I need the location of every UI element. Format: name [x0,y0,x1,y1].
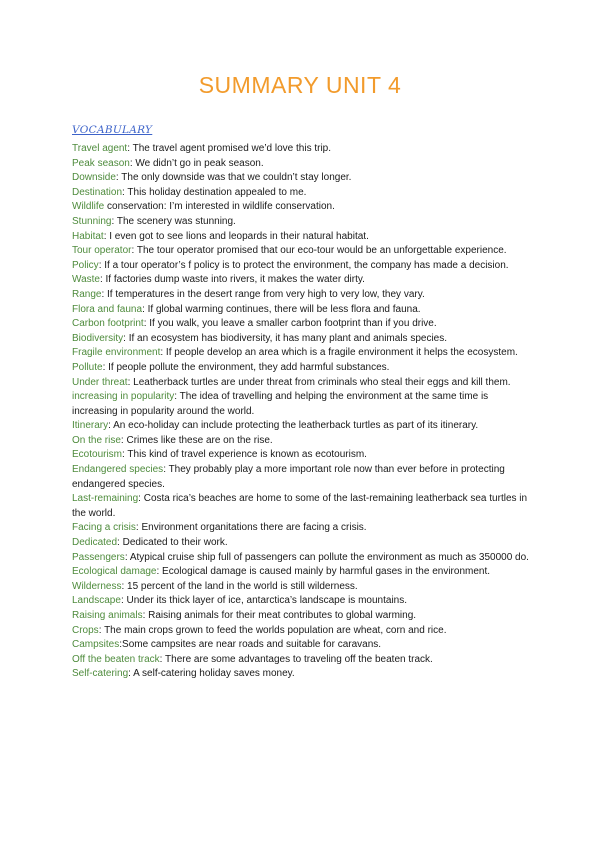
vocabulary-list [72,142,530,682]
term-separator: : [124,551,128,563]
vocabulary-entry [72,667,530,682]
vocabulary-entry [72,551,530,566]
vocabulary-example: If people pollute the environment, they add harmful substances. [105,361,390,373]
vocabulary-term: Ecotourism [72,449,123,461]
vocabulary-entry [72,653,530,668]
term-separator: : [108,420,111,432]
vocabulary-term: Carbon footprint [72,318,144,330]
vocabulary-entry [72,303,530,318]
vocabulary-term: On the rise [72,434,121,446]
term-separator: : [98,259,102,271]
term-separator: : [98,624,102,636]
vocabulary-entry [72,580,530,595]
vocabulary-entry [72,434,530,449]
term-separator: : [119,639,123,651]
term-separator: : [102,361,106,373]
vocabulary-term: increasing in popularity [72,391,175,403]
vocabulary-term: Habitat [72,230,104,242]
vocabulary-example: Atypical cruise ship full of passengers can pollute the environment as much as 350000 do. [127,551,529,563]
vocabulary-entry [72,492,530,521]
vocabulary-example: The idea of travelling and helping the environment at the same time is increasing in popularity around the world. [72,391,489,417]
vocabulary-term: Travel agent [72,143,128,154]
term-separator: : [131,245,135,257]
vocabulary-example: 15 percent of the land in the world is still wilderness. [124,580,358,592]
vocabulary-entry [72,259,530,274]
term-separator: : [129,157,133,169]
term-separator: : [117,537,120,549]
term-separator: : [123,332,126,344]
vocabulary-term: Biodiversity [72,332,124,344]
vocabulary-entry [72,390,530,419]
vocabulary-term: Itinerary [72,420,109,432]
vocabulary-example: If a tour operator’s f policy is to protect the environment, the company has made a decision. [101,259,509,271]
vocabulary-example: Under its thick layer of ice, antarctica’s landscape is mountains. [123,595,407,607]
vocabulary-entry [72,288,530,303]
term-separator: : [120,595,124,607]
vocabulary-term: Endangered species [72,464,164,476]
vocabulary-entry [72,594,530,609]
vocabulary-term: Wildlife [72,201,105,213]
vocabulary-term: Self-catering [72,668,129,680]
vocabulary-example: The tour operator promised that our eco-tour would be an unforgettable experience. [134,245,507,257]
vocabulary-example: The scenery was stunning. [114,215,236,227]
vocabulary-term: Off the beaten track [72,653,160,665]
vocabulary-example: If an ecosystem has biodiversity, it has many plant and animals species. [125,332,448,344]
vocabulary-entry [72,142,530,157]
vocabulary-example: Ecological damage is caused mainly by harmful gases in the environment. [159,566,491,578]
term-separator: : [127,143,130,154]
vocabulary-entry [72,230,530,245]
vocabulary-example: The main crops grown to feed the worlds population are wheat, corn and rice. [101,624,447,636]
vocabulary-entry [72,273,530,288]
term-separator: : [121,580,125,592]
vocabulary-example: Crimes like these are on the rise. [123,434,273,446]
vocabulary-entry [72,186,530,201]
vocabulary-term: Crops [72,624,99,636]
vocabulary-term: Destination [72,186,123,198]
vocabulary-entry [72,361,530,376]
vocabulary-term: Fragile environment [72,347,161,359]
vocabulary-entry [72,157,530,172]
term-separator: : [101,288,105,300]
vocabulary-example: If global warming continues, there will be less flora and fauna. [144,303,421,315]
term-separator: : [115,172,119,184]
term-separator: : [143,318,147,330]
vocabulary-term: Dedicated [72,537,118,549]
vocabulary-example: An eco-holiday can include protecting the leatherback turtles as part of its itinerary. [110,420,479,432]
vocabulary-example: The travel agent promised we’d love this trip. [130,143,332,154]
vocabulary-example: We didn’t go in peak season. [132,157,264,169]
vocabulary-example: A self-catering holiday saves money. [130,668,295,680]
term-separator: : [128,668,131,680]
vocabulary-term: Range [72,288,102,300]
vocabulary-entry [72,332,530,347]
vocabulary-entry [72,215,530,230]
vocabulary-example: Some campsites are near roads and suitable for caravans. [122,639,382,651]
term-separator: : [163,464,166,476]
vocabulary-entry [72,448,530,463]
vocabulary-term: Passengers [72,551,125,563]
vocabulary-term: Tour operator [72,245,132,257]
vocabulary-example: Dedicated to their work. [119,537,228,549]
vocabulary-example: Environment organitations there are facing a crisis. [138,522,367,534]
vocabulary-example: Costa rica’s beaches are home to some of the last-remaining leatherback sea turtles in the world. [72,493,528,519]
vocabulary-entry [72,419,530,434]
term-separator: : [135,522,139,534]
page-title: SUMMARY UNIT 4 [198,72,402,98]
term-separator: : [127,376,131,388]
term-separator: : [142,610,146,621]
vocabulary-example: I even got to see lions and leopards in their natural habitat. [106,230,369,242]
vocabulary-example: This holiday destination appealed to me. [124,186,307,198]
vocabulary-example: The only downside was that we couldn’t stay longer. [118,172,352,184]
vocabulary-entry [72,463,530,492]
vocabulary-term: Campsites [72,639,120,651]
vocabulary-entry [72,317,530,332]
vocabulary-term: Flora and fauna [72,303,143,315]
vocabulary-entry [72,521,530,536]
vocabulary-entry [72,624,530,639]
term-separator: : [160,347,164,359]
vocabulary-example: conservation: I’m interested in wildlife conservation. [104,201,335,213]
vocabulary-term: Peak season [72,157,130,169]
term-separator: : [159,653,163,665]
vocabulary-entry [72,638,530,653]
vocabulary-entry [72,565,530,580]
term-separator: : [122,449,125,461]
vocabulary-term: Raising animals [72,610,143,621]
vocabulary-term: Ecological damage [72,566,157,578]
vocabulary-term: Downside [72,172,116,184]
vocabulary-term: Wilderness [72,580,122,592]
vocabulary-entry [72,376,530,391]
vocabulary-term: Landscape [72,595,121,607]
vocabulary-entry [72,346,530,361]
vocabulary-term: Stunning [72,215,112,227]
term-separator: : [122,186,125,198]
term-separator: : [156,566,160,578]
term-separator: : [138,493,141,505]
term-separator: : [99,274,103,286]
vocabulary-example: If temperatures in the desert range from very high to very low, they vary. [104,288,425,300]
vocabulary-entry [72,536,530,551]
vocabulary-example: If you walk, you leave a smaller carbon footprint than if you drive. [146,318,437,330]
vocabulary-term: Waste [72,274,100,286]
vocabulary-example: Raising animals for their meat contributes to global warming. [145,610,417,621]
vocabulary-term: Facing a crisis [72,522,136,534]
vocabulary-heading: VOCABULARY [72,124,153,136]
term-separator: : [111,215,115,227]
vocabulary-term: Under threat [72,376,128,388]
vocabulary-entry [72,609,530,624]
vocabulary-example: This kind of travel experience is known as ecotourism. [124,449,367,461]
vocabulary-entry [72,200,530,215]
vocabulary-entry [72,171,530,186]
term-separator: : [103,230,107,242]
vocabulary-example: If people develop an area which is a fragile environment it helps the ecosystem. [163,347,518,359]
vocabulary-term: Pollute [72,361,103,373]
vocabulary-term: Policy [72,259,99,271]
term-separator: : [120,434,124,446]
vocabulary-term: Last-remaining [72,493,139,505]
vocabulary-entry [72,244,530,259]
vocabulary-example: There are some advantages to traveling off the beaten track. [162,653,433,665]
term-separator: : [174,391,178,403]
vocabulary-example: They probably play a more important role now than ever before in protecting endangered species. [72,464,505,490]
vocabulary-example: Leatherback turtles are under threat from criminals who steal their eggs and kill them. [130,376,511,388]
vocabulary-example: If factories dump waste into rivers, it makes the water dirty. [102,274,365,286]
term-separator: : [142,303,145,315]
